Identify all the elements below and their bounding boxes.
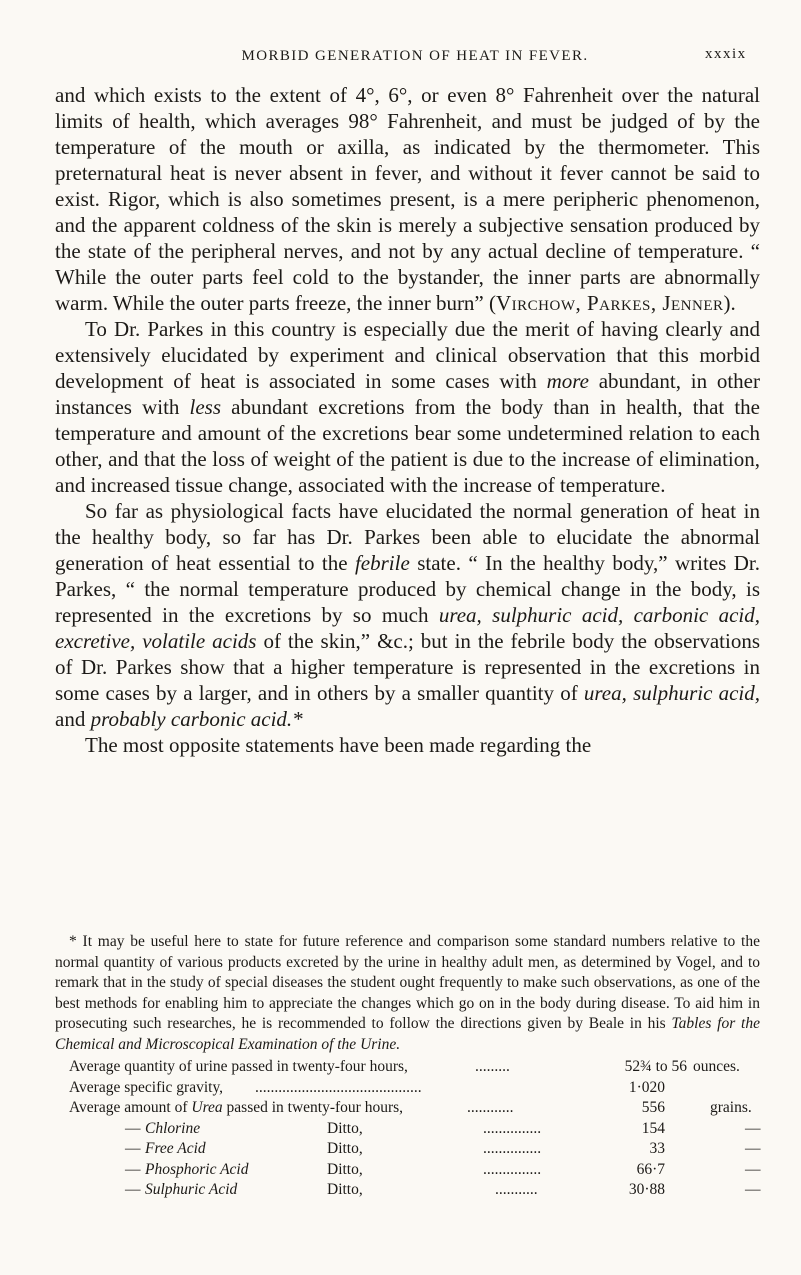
italic-run: urea, sulphuric acid, carbonic acid, excretive, volatile acids — [55, 603, 760, 653]
row-value: 30·88 — [628, 1181, 665, 1198]
footnote-text — [55, 932, 760, 1055]
row-leader: ......... — [475, 1058, 510, 1075]
row-leader: ........................................... — [255, 1078, 422, 1096]
italic-run: probably carbonic acid.* — [90, 707, 303, 731]
row-name: Phosphoric Acid — [145, 1160, 249, 1178]
row-unit: ounces. — [693, 1058, 740, 1075]
row-value: 66·7 — [636, 1160, 665, 1178]
table-row — [55, 1160, 760, 1181]
row-value: 556 — [641, 1099, 665, 1116]
row-label — [69, 1098, 403, 1119]
row-name: Free Acid — [145, 1140, 206, 1157]
text-run: * It may be useful here to state for future reference and comparison some standard numbers relative to the normal quantity of various products excreted by the urine in healthy adult men, as determined by Vogel, and to remark that in the study of special diseases the student ought frequently to make such observations, as one of the best methods for enabling him to appreciate the changes which go on in the body during disease. To aid him in prosecuting such researches, he is recommended to follow the directions given by Beale in his — [55, 933, 760, 1032]
text-run: So far as physiological facts have elucidated the normal generation of heat in the healthy body, so far has Dr. Parkes been able to elucidate the abnormal generation of heat essential to the — [55, 499, 760, 575]
row-leader: ............... — [483, 1140, 542, 1157]
row-unit: — — [745, 1140, 761, 1157]
paragraph — [55, 82, 760, 316]
text-run: of the skin,” &c.; but in the febrile body the observations of Dr. Parkes show that a higher temperature is represented in the excretions in some cases by a larger, and in others by a smaller quantity of — [55, 629, 761, 705]
row-dash: — — [125, 1160, 141, 1178]
row-unit: — — [745, 1160, 761, 1178]
table-row — [55, 1180, 760, 1201]
row-dash: — — [125, 1181, 141, 1198]
running-title: MORBID GENERATION OF HEAT IN FEVER. — [241, 48, 589, 64]
row-leader: ........... — [495, 1181, 538, 1198]
row-label-pre: Average amount of — [69, 1099, 192, 1116]
footnote — [55, 932, 760, 1201]
italic-run: more — [546, 369, 589, 393]
row-dash: — — [125, 1140, 141, 1157]
row-value: 52¾ to 56 — [624, 1058, 687, 1075]
table-row — [55, 1057, 760, 1078]
text-run: To Dr. Parkes in this country is especially due the merit of having clearly and extensively elucidated by experiment and clinical observation that this morbid development of heat is associated in some cases with — [55, 317, 760, 393]
row-label-italic: Urea — [191, 1099, 223, 1116]
row-label: Average quantity of urine passed in twenty-four hours, — [69, 1058, 408, 1075]
paragraph — [55, 498, 760, 732]
table-row — [55, 1139, 760, 1160]
row-value: 1·020 — [628, 1078, 665, 1096]
table-row — [55, 1119, 760, 1140]
text-run: ). — [723, 291, 736, 315]
row-unit: — — [745, 1119, 761, 1137]
row-ditto: Ditto, — [327, 1160, 363, 1178]
row-label-post: passed in twenty-four hours, — [222, 1099, 404, 1116]
paragraph — [55, 732, 760, 758]
text-run: The most opposite statements have been made regarding the — [85, 733, 592, 757]
page-number: xxxix — [705, 46, 747, 62]
text-run: abundant, in other instances with — [55, 369, 760, 419]
italic-run: less — [189, 395, 222, 419]
urine-table — [55, 1057, 760, 1201]
text-run: abundant excretions from the body than in health, that the temperature and amount of the excretions bear some undetermined relation to each other, and that the loss of weight of the patient is due to the increase of elimination, and increased tissue change, associated with the increase of temperature. — [55, 395, 761, 497]
italic-run: urea, sulphuric acid, — [583, 681, 760, 705]
table-row — [55, 1078, 760, 1099]
row-ditto: Ditto, — [327, 1181, 363, 1198]
small-caps-run: Virchow, Parkes, Jenner — [496, 291, 724, 315]
row-unit: grains. — [710, 1099, 752, 1116]
text-run: and — [55, 707, 91, 731]
row-leader: ............ — [467, 1099, 514, 1116]
row-leader: ............... — [483, 1160, 542, 1178]
row-ditto: Ditto, — [327, 1140, 363, 1157]
row-leader: ............... — [483, 1119, 542, 1137]
row-value: 154 — [641, 1119, 665, 1137]
table-row — [55, 1098, 760, 1119]
row-value: 33 — [649, 1140, 665, 1157]
row-unit: — — [745, 1181, 761, 1198]
text-run: state. “ In the healthy body,” writes Dr. Parkes, “ the normal temperature produced by chemical change in the body, is represented in the excretions by so much — [55, 551, 760, 627]
row-name: Chlorine — [145, 1119, 201, 1137]
text-run: and which exists to the extent of 4°, 6°, or even 8° Fahrenheit over the natural limits of health, which averages 98° Fahrenheit, and must be judged of by the temperature of the mouth or axilla, as indicated by the thermometer. This preternatural heat is never absent in fever, and without it fever cannot be said to exist. Rigor, which is also sometimes present, is a mere peripheric phenomenon, and the apparent coldness of the skin is merely a subjective sensation produced by the state of the peripheral nerves, and not by any actual decline of temperature. “ While the outer parts feel cold to the bystander, the inner parts are abnormally warm. While the outer parts freeze, the inner burn” ( — [55, 83, 760, 315]
main-text — [55, 82, 760, 758]
row-label: Average specific gravity, — [69, 1078, 224, 1096]
italic-run: Tables for the Chemical and Microscopical Examination of the Urine. — [55, 1015, 760, 1053]
row-ditto: Ditto, — [327, 1119, 363, 1137]
italic-run: febrile — [354, 551, 410, 575]
paragraph — [55, 316, 760, 498]
row-dash: — — [125, 1119, 141, 1137]
row-name: Sulphuric Acid — [145, 1181, 238, 1198]
